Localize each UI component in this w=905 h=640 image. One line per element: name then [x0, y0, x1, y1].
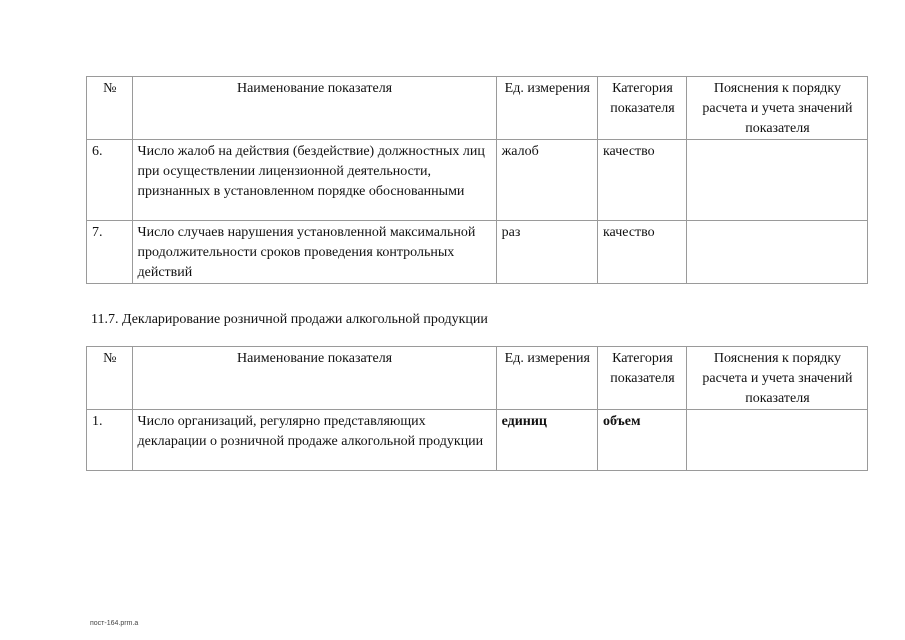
section-title: 11.7. Декларирование розничной продажи алкогольной продукции	[91, 312, 488, 327]
header-category: Категория показателя	[597, 347, 686, 410]
row-category: качество	[597, 221, 686, 284]
row-category: качество	[597, 140, 686, 221]
row-num: 1.	[87, 410, 133, 471]
row-name: Число случаев нарушения установленной максимальной продолжительности сроков проведения контрольных действий	[132, 221, 496, 284]
row-unit: раз	[496, 221, 597, 284]
header-num: №	[87, 347, 133, 410]
table-header-row	[87, 347, 868, 410]
table-header-row	[87, 77, 868, 140]
header-name: Наименование показателя	[132, 347, 496, 410]
file-name-footer: пост-164.prm.a	[90, 620, 139, 627]
header-name: Наименование показателя	[132, 77, 496, 140]
row-notes	[686, 221, 867, 284]
row-name: Число жалоб на действия (бездействие) должностных лиц при осуществлении лицензионной деятельности, признанных в установленном порядке обоснованными	[132, 140, 496, 221]
row-notes	[686, 140, 867, 221]
row-unit: единиц	[496, 410, 597, 471]
header-unit: Ед. измерения	[496, 77, 597, 140]
row-category: объем	[597, 410, 686, 471]
table-row	[87, 410, 868, 471]
table-row	[87, 221, 868, 284]
header-num: №	[87, 77, 133, 140]
row-unit: жалоб	[496, 140, 597, 221]
header-notes: Пояснения к порядку расчета и учета значений показателя	[686, 77, 867, 140]
row-num: 6.	[87, 140, 133, 221]
header-category: Категория показателя	[597, 77, 686, 140]
row-name: Число организаций, регулярно представляющих декларации о розничной продаже алкогольной продукции	[132, 410, 496, 471]
table-row	[87, 140, 868, 221]
indicators-table-licensing	[86, 76, 868, 284]
header-unit: Ед. измерения	[496, 347, 597, 410]
header-notes: Пояснения к порядку расчета и учета значений показателя	[686, 347, 867, 410]
indicators-table-alcohol-declaration	[86, 346, 868, 471]
row-notes	[686, 410, 867, 471]
row-num: 7.	[87, 221, 133, 284]
